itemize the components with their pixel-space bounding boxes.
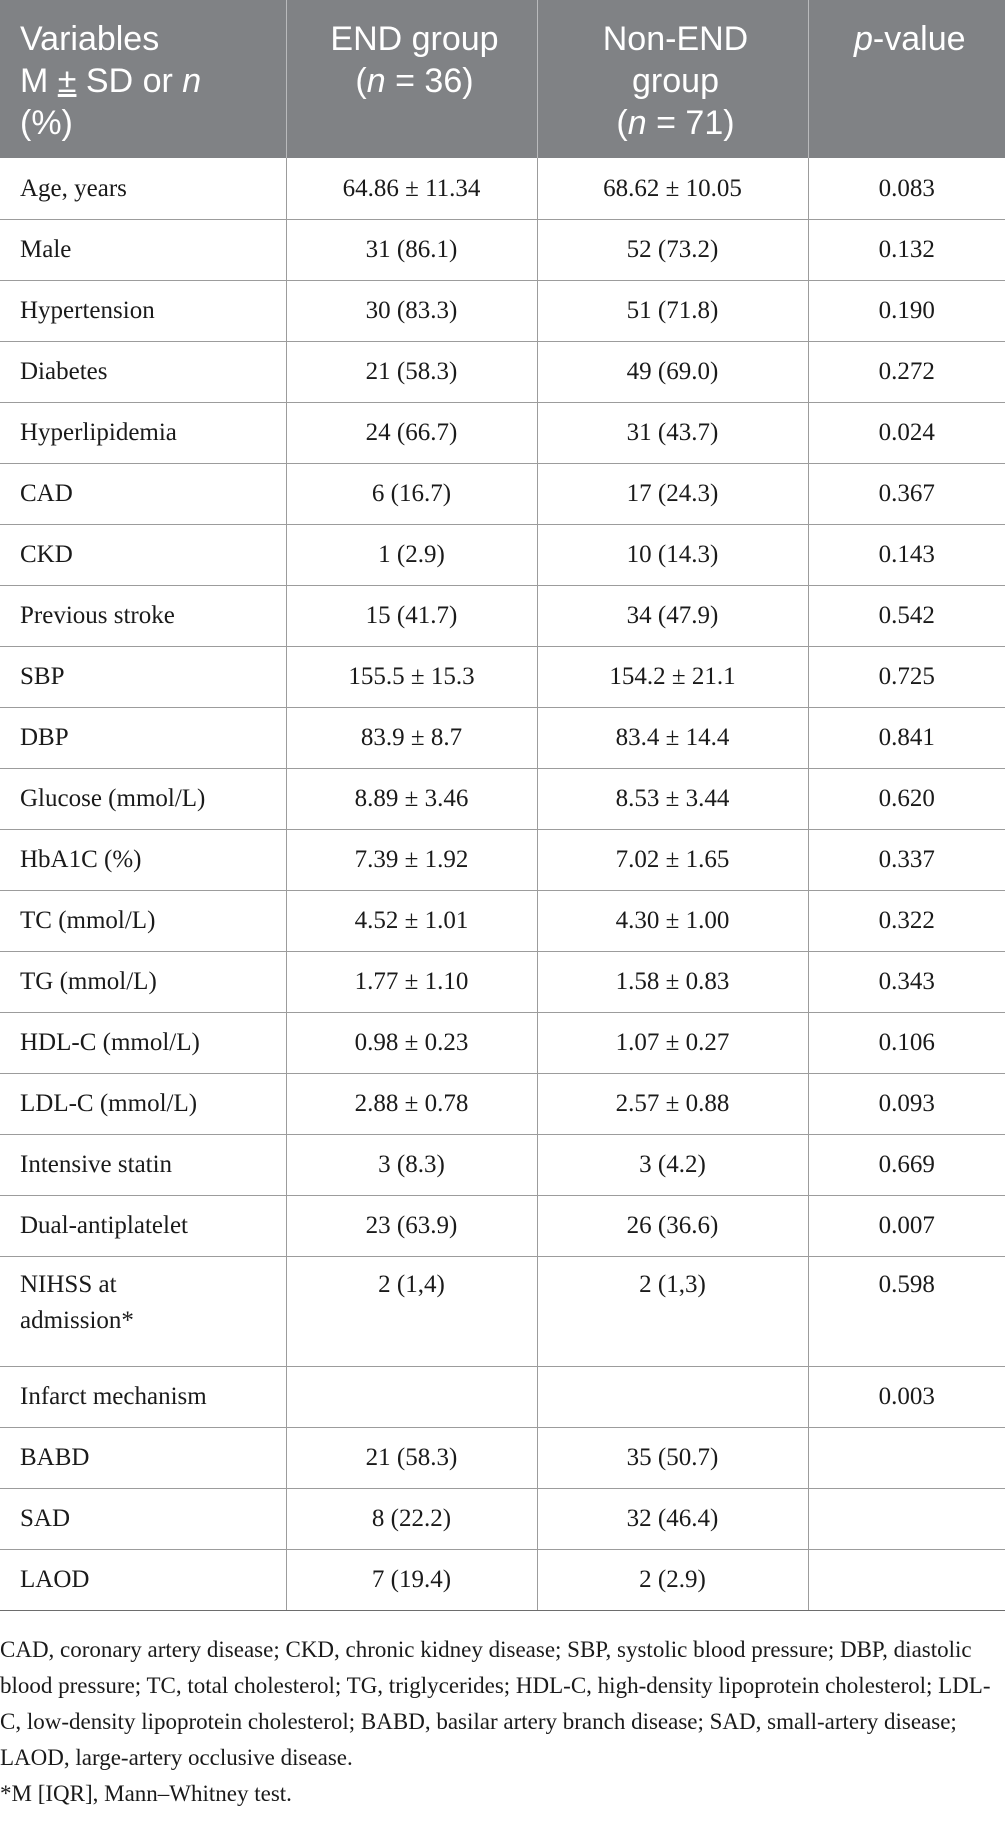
cell-non-end: 68.62 ± 10.05 (537, 158, 808, 219)
cell-p-value: 0.669 (808, 1134, 1005, 1195)
cell-non-end: 3 (4.2) (537, 1134, 808, 1195)
cell-variable: Age, years (0, 158, 286, 219)
table-body (0, 158, 1005, 1610)
cell-non-end: 51 (71.8) (537, 280, 808, 341)
table-row (0, 707, 1005, 768)
cell-variable: TG (mmol/L) (0, 951, 286, 1012)
table-row (0, 1012, 1005, 1073)
header-non-end-line1: Non-END (602, 20, 749, 58)
cell-end: 21 (58.3) (286, 341, 537, 402)
cell-p-value: 0.343 (808, 951, 1005, 1012)
cell-p-value: 0.598 (808, 1256, 1005, 1366)
cell-variable-line1: NIHSS at (20, 1270, 117, 1298)
cell-end: 1.77 ± 1.10 (286, 951, 537, 1012)
cell-variable: TC (mmol/L) (0, 890, 286, 951)
cell-non-end: 8.53 ± 3.44 (537, 768, 808, 829)
cell-variable (0, 1256, 286, 1366)
cell-non-end: 2 (2.9) (537, 1549, 808, 1610)
cell-p-value (808, 1427, 1005, 1488)
cell-variable: LDL-C (mmol/L) (0, 1073, 286, 1134)
header-non-end-count: = 71) (646, 104, 735, 142)
header-variables (0, 0, 286, 158)
cell-p-value: 0.542 (808, 585, 1005, 646)
cell-end: 8 (22.2) (286, 1488, 537, 1549)
cell-non-end: 1.58 ± 0.83 (537, 951, 808, 1012)
cell-non-end: 7.02 ± 1.65 (537, 829, 808, 890)
cell-end: 2.88 ± 0.78 (286, 1073, 537, 1134)
cell-end: 64.86 ± 11.34 (286, 158, 537, 219)
header-end-group-line1: END group (330, 20, 499, 58)
cell-p-value: 0.322 (808, 890, 1005, 951)
table-row (0, 1366, 1005, 1427)
cell-end: 21 (58.3) (286, 1427, 537, 1488)
cell-variable: Diabetes (0, 341, 286, 402)
cell-non-end (537, 1366, 808, 1427)
cell-variable: DBP (0, 707, 286, 768)
cell-variable: Glucose (mmol/L) (0, 768, 286, 829)
cell-non-end: 49 (69.0) (537, 341, 808, 402)
cell-p-value: 0.841 (808, 707, 1005, 768)
table-row (0, 402, 1005, 463)
cell-end: 8.89 ± 3.46 (286, 768, 537, 829)
header-non-end-group (537, 0, 808, 158)
cell-p-value: 0.337 (808, 829, 1005, 890)
cell-variable: CAD (0, 463, 286, 524)
cell-variable: HbA1C (%) (0, 829, 286, 890)
table-footnotes (0, 1632, 1000, 1812)
cell-variable: Previous stroke (0, 585, 286, 646)
table-row (0, 524, 1005, 585)
table-row (0, 890, 1005, 951)
cell-variable: Hypertension (0, 280, 286, 341)
cell-variable: SBP (0, 646, 286, 707)
table-row (0, 1427, 1005, 1488)
header-end-group (286, 0, 537, 158)
cell-variable: Hyperlipidemia (0, 402, 286, 463)
cell-end: 31 (86.1) (286, 219, 537, 280)
header-variables-pm: ± (57, 62, 77, 100)
cell-end: 2 (1,4) (286, 1256, 537, 1366)
cell-non-end: 32 (46.4) (537, 1488, 808, 1549)
cell-non-end: 1.07 ± 0.27 (537, 1012, 808, 1073)
table-row (0, 1488, 1005, 1549)
table-row (0, 768, 1005, 829)
table-row (0, 1195, 1005, 1256)
cell-end: 1 (2.9) (286, 524, 537, 585)
cell-end: 6 (16.7) (286, 463, 537, 524)
table-row (0, 951, 1005, 1012)
table-row (0, 829, 1005, 890)
cell-end: 23 (63.9) (286, 1195, 537, 1256)
cell-non-end: 31 (43.7) (537, 402, 808, 463)
cell-end: 7.39 ± 1.92 (286, 829, 537, 890)
table-header (0, 0, 1005, 158)
table-row (0, 585, 1005, 646)
cell-variable: CKD (0, 524, 286, 585)
table-row (0, 1134, 1005, 1195)
cell-end: 3 (8.3) (286, 1134, 537, 1195)
table-row (0, 463, 1005, 524)
header-end-group-open-paren: ( (355, 62, 367, 100)
cell-end (286, 1366, 537, 1427)
cell-variable: Dual-antiplatelet (0, 1195, 286, 1256)
header-p-rest: -value (872, 20, 966, 58)
cell-end: 30 (83.3) (286, 280, 537, 341)
cell-p-value: 0.003 (808, 1366, 1005, 1427)
cell-variable: LAOD (0, 1549, 286, 1610)
cell-p-value: 0.093 (808, 1073, 1005, 1134)
table-row (0, 158, 1005, 219)
cell-non-end: 52 (73.2) (537, 219, 808, 280)
cell-end: 155.5 ± 15.3 (286, 646, 537, 707)
cell-p-value: 0.272 (808, 341, 1005, 402)
table-row (0, 1549, 1005, 1610)
cell-p-value: 0.190 (808, 280, 1005, 341)
header-end-group-n: n (366, 62, 386, 100)
cell-non-end: 17 (24.3) (537, 463, 808, 524)
cell-non-end: 2 (1,3) (537, 1256, 808, 1366)
cell-end: 15 (41.7) (286, 585, 537, 646)
header-non-end-line2: group (632, 62, 719, 100)
table-row (0, 280, 1005, 341)
cell-p-value: 0.083 (808, 158, 1005, 219)
cell-p-value: 0.024 (808, 402, 1005, 463)
cell-non-end: 34 (47.9) (537, 585, 808, 646)
header-variables-n: n (182, 62, 202, 100)
table-row (0, 1256, 1005, 1366)
cell-variable: Infarct mechanism (0, 1366, 286, 1427)
table-row (0, 219, 1005, 280)
cell-end: 4.52 ± 1.01 (286, 890, 537, 951)
cell-variable: HDL-C (mmol/L) (0, 1012, 286, 1073)
header-p-value (808, 0, 1005, 158)
footnote-note: *M [IQR], Mann–Whitney test. (0, 1781, 292, 1806)
cell-end: 0.98 ± 0.23 (286, 1012, 537, 1073)
footnote-abbreviations: CAD, coronary artery disease; CKD, chronic kidney disease; SBP, systolic blood pressure; DBP, diastolic blood pressure; TC, total cholesterol; TG, triglycerides; HDL-C, high-density lipoprotein cholesterol; LDL-C, low-density lipoprotein cholesterol; BABD, basilar artery branch disease; SAD, small-artery disease; LAOD, large-artery occlusive disease. (0, 1637, 991, 1770)
cell-p-value: 0.132 (808, 219, 1005, 280)
cell-non-end: 2.57 ± 0.88 (537, 1073, 808, 1134)
cell-variable: BABD (0, 1427, 286, 1488)
cell-variable: Intensive statin (0, 1134, 286, 1195)
cell-variable: SAD (0, 1488, 286, 1549)
cell-end: 24 (66.7) (286, 402, 537, 463)
table-row (0, 1073, 1005, 1134)
cell-p-value: 0.725 (808, 646, 1005, 707)
header-variables-line3: (%) (20, 104, 73, 142)
cell-non-end: 10 (14.3) (537, 524, 808, 585)
table-row (0, 646, 1005, 707)
cell-p-value: 0.367 (808, 463, 1005, 524)
cell-p-value (808, 1549, 1005, 1610)
header-variables-line1: Variables (20, 20, 160, 58)
header-variables-m: M (20, 62, 58, 100)
cell-p-value: 0.106 (808, 1012, 1005, 1073)
cell-non-end: 26 (36.6) (537, 1195, 808, 1256)
header-variables-sd-or: SD or (76, 62, 183, 100)
header-non-end-n: n (627, 104, 647, 142)
cell-non-end: 83.4 ± 14.4 (537, 707, 808, 768)
header-row (0, 0, 1005, 158)
cell-end: 7 (19.4) (286, 1549, 537, 1610)
cell-non-end: 154.2 ± 21.1 (537, 646, 808, 707)
cell-variable: Male (0, 219, 286, 280)
cell-end: 83.9 ± 8.7 (286, 707, 537, 768)
cell-non-end: 4.30 ± 1.00 (537, 890, 808, 951)
cell-p-value: 0.143 (808, 524, 1005, 585)
cell-non-end: 35 (50.7) (537, 1427, 808, 1488)
header-end-group-count: = 36) (385, 62, 474, 100)
cell-p-value (808, 1488, 1005, 1549)
cell-variable-line2: admission* (20, 1306, 134, 1334)
header-p-italic: p (853, 20, 873, 58)
table-row (0, 341, 1005, 402)
header-non-end-open-paren: ( (616, 104, 628, 142)
cell-p-value: 0.620 (808, 768, 1005, 829)
cell-p-value: 0.007 (808, 1195, 1005, 1256)
